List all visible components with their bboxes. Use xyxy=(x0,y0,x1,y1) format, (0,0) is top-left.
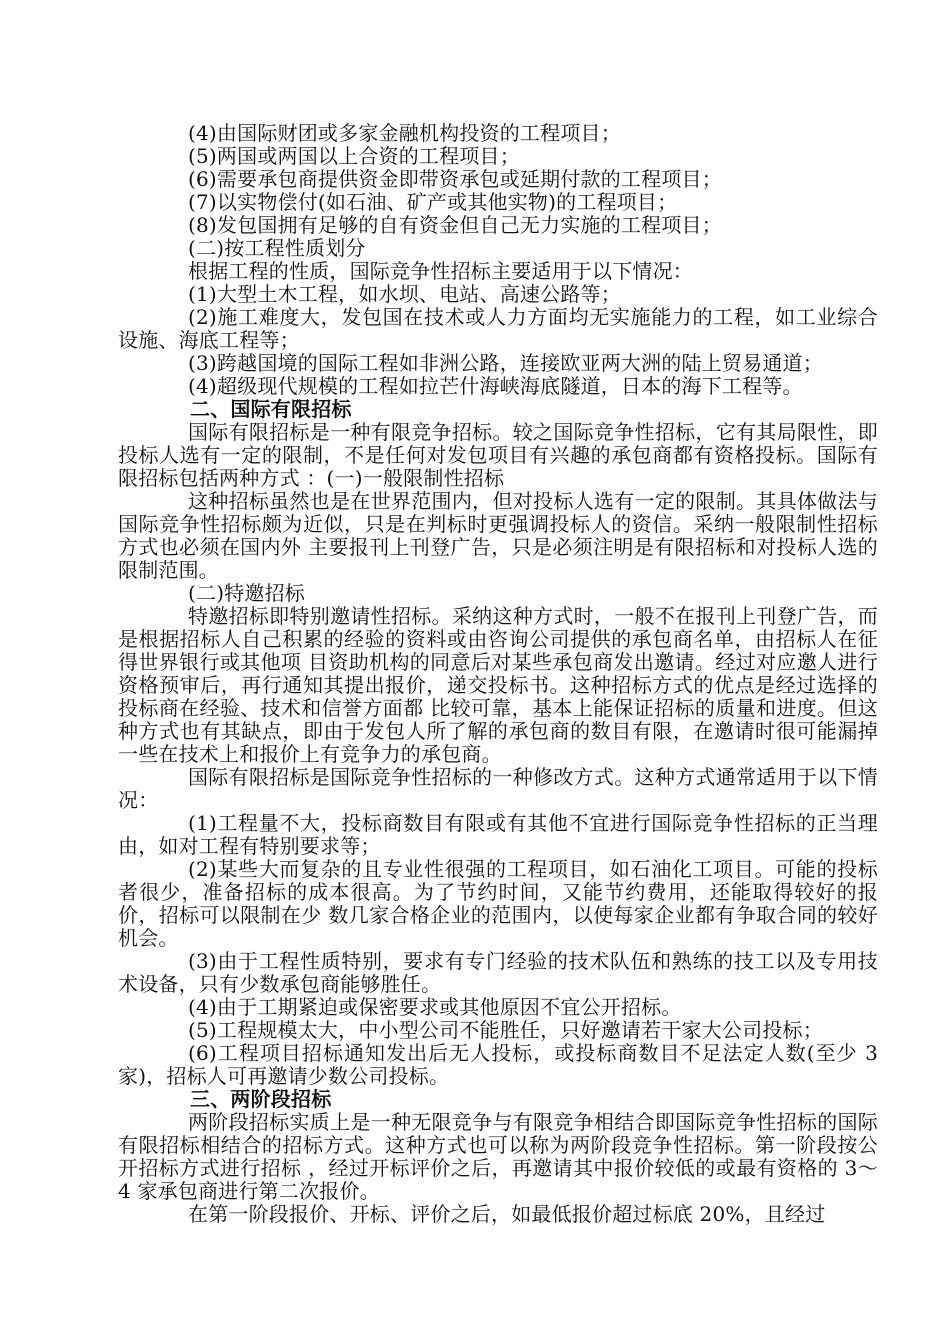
list-item: (1)工程量不大，投标商数目有限或有其他不宜进行国际竞争性招标的正当理由，如对工程有特别要求等； xyxy=(118,811,878,858)
paragraph: 两阶段招标实质上是一种无限竞争与有限竞争相结合即国际竞争性招标的国际有限招标相结合的招标方式。这种方式也可以称为两阶段竞争性招标。第一阶段按公开招标方式进行招标 ，经过开标评价之后，再邀请其中报价较低的或最有资格的 3～4 家承包商进行第二次报价。 xyxy=(118,1110,878,1203)
list-item: (4)由国际财团或多家金融机构投资的工程项目； xyxy=(188,121,621,145)
subheading: (二)按工程性质划分 xyxy=(188,236,366,260)
paragraph: 这种招标虽然也是在世界范围内，但对投标人选有一定的限制。其具体做法与国际竞争性招标颇为近似，只是在判标时更强调投标人的资信。采纳一般限制性招标方式也必须在国内外 主要报刊上刊登广告，只是必须注明是有限招标和对投标人选的限制范围。 xyxy=(118,489,878,582)
paragraph: 国际有限招标是一种有限竞争招标。较之国际竞争性招标，它有其局限性，即投标人选有一定的限制，不是任何对发包项目有兴趣的承包商都有资格投标。国际有限招标包括两种方式 ：(一)一般限制性招标 xyxy=(118,420,878,490)
list-item: (4)超级现代规模的工程如拉芒什海峡海底隧道，日本的海下工程等。 xyxy=(188,374,803,398)
paragraph: 国际有限招标是国际竞争性招标的一种修改方式。这种方式通常适用于以下情况： xyxy=(118,765,878,812)
section-heading: 二、国际有限招标 xyxy=(190,397,352,421)
paragraph: 在第一阶段报价、开标、评价之后，如最低报价超过标底 20%，且经过 xyxy=(188,1202,826,1226)
document-body xyxy=(118,122,878,1226)
list-item: (4)由于工期紧迫或保密要求或其他原因不宜公开招标。 xyxy=(188,995,682,1019)
list-item: (1)大型土木工程，如水坝、电站、高速公路等； xyxy=(188,282,621,306)
list-item: (3)跨越国境的国际工程如非洲公路，连接欧亚两大洲的陆上贸易通道； xyxy=(188,351,823,375)
list-item: (2)某些大而复杂的且专业性很强的工程项目，如石油化工项目。可能的投标者很少，准备招标的成本很高。为了节约时间，又能节约费用，还能取得较好的报价，招标可以限制在少 数几家合格企业的范围内，以使每家企业都有争取合同的较好机会。 xyxy=(118,857,878,950)
paragraph: 根据工程的性质，国际竞争性招标主要适用于以下情况： xyxy=(188,259,693,283)
subheading: (二)特邀招标 xyxy=(188,581,306,605)
list-item: (6)工程项目招标通知发出后无人投标，或投标商数目不足法定人数(至少 3 家)，招标人可再邀请少数公司投标。 xyxy=(118,1041,878,1088)
list-item: (3)由于工程性质特别，要求有专门经验的技术队伍和熟练的技工以及专用技术设备，只有少数承包商能够胜任。 xyxy=(118,949,878,996)
list-item: (6)需要承包商提供资金即带资承包或延期付款的工程项目； xyxy=(188,167,722,191)
list-item: (5)两国或两国以上合资的工程项目； xyxy=(188,144,520,168)
list-item: (2)施工难度大，发包国在技术或人力方面均无实施能力的工程，如工业综合设施、海底工程等； xyxy=(118,305,878,352)
list-item: (7)以实物偿付(如石油、矿产或其他实物)的工程项目； xyxy=(188,190,678,214)
list-item: (8)发包国拥有足够的自有资金但自己无力实施的工程项目； xyxy=(188,213,722,237)
section-heading: 三、两阶段招标 xyxy=(190,1087,332,1111)
paragraph: 特邀招标即特别邀请性招标。采纳这种方式时，一般不在报刊上刊登广告，而是根据招标人自己积累的经验的资料或由咨询公司提供的承包商名单，由招标人在征得世界银行或其他项 目资助机构的同意后对某些承包商发出邀请。经过对应邀人进行资格预审后，再行通知其提出报价，递交投标书。这种招标方式的优点是经过选择的投标商在经验、技术和信誉方面都 比较可靠，基本上能保证招标的质量和进度。但这种方式也有其缺点，即由于发包人所了解的承包商的数目有限，在邀请时很可能漏掉一些在技术上和报价上有竞争力的承包商。 xyxy=(118,604,878,766)
list-item: (5)工程规模太大，中小型公司不能胜任，只好邀请若干家大公司投标； xyxy=(188,1018,823,1042)
